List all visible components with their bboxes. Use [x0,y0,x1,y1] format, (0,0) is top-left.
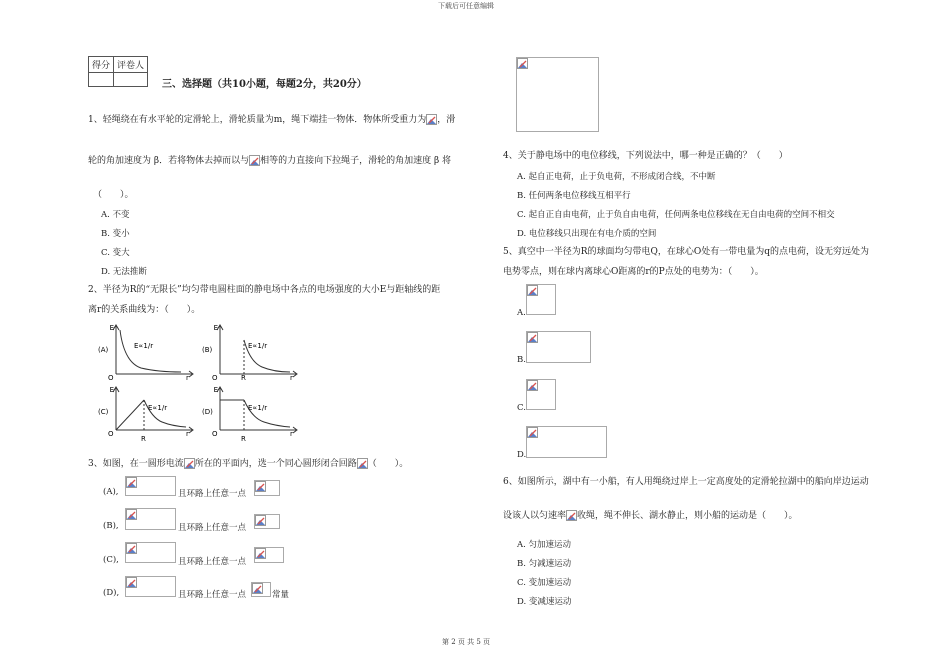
image-placeholder-icon [126,543,137,554]
q6-option-a[interactable]: A. 匀加速运动 [517,540,572,550]
image-placeholder-icon [126,509,137,520]
score-table [88,56,148,87]
image-placeholder-icon [527,427,538,438]
graph-b[interactable] [200,322,300,380]
q3-text-c: （ ）。 [367,459,409,469]
graph-d-axis-y: E [213,386,218,394]
q5-option-c[interactable]: C. [517,403,526,413]
image-placeholder-icon [126,577,137,588]
q6-option-c[interactable]: C. 变加速运动 [517,578,572,588]
q3-option-c-suffix: 且环路上任意一点 [178,557,247,567]
q2-line2: 离r的关系曲线为：（ ）。 [88,305,201,315]
q4-option-d[interactable]: D. 电位移线只出现在有电介质的空间 [517,229,657,239]
grader-cell[interactable] [114,73,148,87]
q4-option-a[interactable]: A. 起自正电荷，止于负电荷，不形成闭合线，不中断 [517,172,716,182]
grader-label: 评卷人 [114,57,148,73]
q5-option-a[interactable]: A. [517,308,526,318]
graph-b-origin: O [212,374,218,380]
image-placeholder-icon [566,510,577,521]
image-placeholder-icon [184,458,195,469]
image-placeholder-icon [527,332,538,343]
graph-a[interactable] [96,322,196,380]
q3-option-a-formula2 [254,480,280,496]
graph-b-axis-y: E [213,324,218,332]
q1-option-b[interactable]: B. 变小 [101,229,130,239]
graph-d-origin: O [212,430,218,438]
q5-line2: 电势零点，则在球内离球心O距离的r的P点处的电势为：（ ）。 [503,267,764,277]
q6-option-b[interactable]: B. 匀减速运动 [517,559,572,569]
image-placeholder-icon [255,515,266,526]
q5-option-a-formula [526,284,556,315]
graph-d[interactable] [200,384,300,442]
graph-d-axis-x: r [290,430,293,438]
image-placeholder-icon [126,477,137,488]
graph-c-axis-x: r [186,430,189,438]
q3-option-d-tail: 常量 [272,590,290,600]
q1-text-c: 轮的角加速度为 β．若将物体去掉而以与 [88,156,250,166]
q1-line2 [88,155,451,168]
q1-line1 [88,114,455,127]
q3-text-b: 所在的平面内，选一个同心圆形闭合回路 [194,459,357,469]
image-placeholder-icon [255,548,266,559]
graph-a-axis-y: E [109,324,114,332]
graph-b-curve-label: E∝1/r [248,342,268,350]
q6-line2 [503,510,798,523]
q5-option-d[interactable]: D. [517,450,527,460]
q1-text-b: ，滑 [437,115,456,125]
q5-option-b-formula [526,331,591,363]
q3-option-d-suffix: 且环路上任意一点 [178,590,247,600]
q3-option-c-formula1 [125,542,176,563]
q3-option-c-prefix[interactable]: (C), [103,555,119,565]
q4-option-b[interactable]: B. 任何两条电位移线互相平行 [517,191,631,201]
q3-option-d-formula1 [125,576,176,597]
q6-line1: 6、如图所示，湖中有一小船，有人用绳绕过岸上一定高度处的定滑轮拉湖中的船向岸边运动 [503,477,869,487]
score-cell[interactable] [89,73,114,87]
q3-option-b-formula1 [125,508,176,530]
graph-c-mark: R [141,435,146,442]
graph-d-mark: R [241,435,246,442]
graph-b-axis-x: r [290,374,293,380]
q3-line1 [88,458,408,471]
q1-text-a: 1、轻绳绕在有水平轮的定滑轮上，滑轮质量为m，绳下端挂一物体．物体所受重力为 [88,115,427,125]
q3-option-b-prefix[interactable]: (B), [103,521,119,531]
q3-option-b-suffix: 且环路上任意一点 [178,523,247,533]
q4-line1: 4、关于静电场中的电位移线，下列说法中，哪一种是正确的？（ ） [503,151,788,161]
image-placeholder-icon [357,458,368,469]
q5-line1: 5、真空中一半径为R的球面均匀带电Q，在球心O处有一带电量为q的点电荷，设无穷远处为 [503,247,870,257]
graph-c-label: (C) [98,408,109,416]
q3-option-d-formula2 [251,582,271,597]
image-placeholder-icon [249,155,260,166]
graph-c-origin: O [108,430,114,438]
image-placeholder-icon [517,58,528,69]
section-title: 三、选择题（共10小题，每题2分，共20分） [162,79,367,90]
image-placeholder-icon [426,114,437,125]
q3-option-a-suffix: 且环路上任意一点 [178,489,247,499]
q1-option-a[interactable]: A. 不变 [101,210,130,220]
graph-c-curve-label: E∝1/r [148,404,168,412]
q3-option-b-formula2 [254,514,280,529]
graph-a-origin: O [108,374,114,380]
q6-text-b: 收绳，绳不伸长、湖水静止，则小船的运动是（ ）。 [577,511,798,521]
q3-option-a-prefix[interactable]: (A), [103,487,119,497]
graph-a-curve-label: E∝1/r [134,342,154,350]
q5-option-b[interactable]: B. [517,355,526,365]
score-label: 得分 [89,57,114,73]
graph-a-label: (A) [98,346,109,354]
header-note: 下载后可任意编辑 [438,2,494,10]
q5-option-d-formula [526,426,607,458]
q3-option-d-prefix[interactable]: (D), [103,588,120,598]
graph-c[interactable] [96,384,196,442]
q2-line1: 2、半径为R的“无限长”均匀带电圆柱面的静电场中各点的电场强度的大小E与距轴线的距 [88,285,441,295]
image-placeholder-icon [527,380,538,391]
image-placeholder-icon [255,481,266,492]
q3-option-c-formula2 [254,547,284,563]
q6-option-d[interactable]: D. 变减速运动 [517,597,572,607]
q4-option-c[interactable]: C. 起自正自由电荷，止于负自由电荷，任何两条电位移线在无自由电荷的空间不相交 [517,210,835,220]
q3-option-a-formula1 [125,476,176,496]
graph-a-axis-x: r [186,374,189,380]
image-placeholder-icon [527,285,538,296]
q6-text-a: 设该人以匀速率 [503,511,567,521]
q1-option-c[interactable]: C. 变大 [101,248,130,258]
graph-d-curve-label: E∝1/r [248,404,268,412]
q5-option-c-formula [526,379,556,410]
q3-text-a: 3、如图，在一圆形电流 [88,459,184,469]
graph-b-label: (B) [202,346,213,354]
graph-c-axis-y: E [109,386,114,394]
graph-d-label: (D) [202,408,213,416]
graph-b-mark: R [241,374,246,380]
q1-text-d: 相等的力直接向下拉绳子，滑轮的角加速度 β 将 [260,156,452,166]
q3-figure [516,57,599,132]
page-number: 第 2 页 共 5 页 [442,638,491,646]
q1-blank: （ ）。 [93,190,134,200]
q1-option-d[interactable]: D. 无法推断 [101,267,147,277]
image-placeholder-icon [252,583,263,594]
